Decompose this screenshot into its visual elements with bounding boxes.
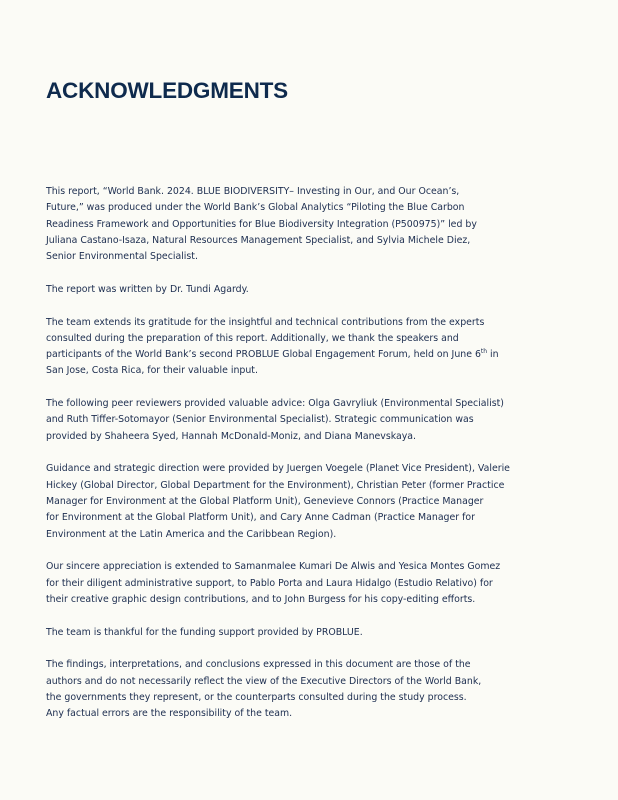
- ordinal-suffix: th: [480, 348, 488, 356]
- text-line: and Ruth Tiffer-Sotomayor (Senior Environmental Specialist). Strategic communication was: [46, 414, 474, 426]
- text-line: San Jose, Costa Rica, for their valuable input.: [46, 365, 258, 377]
- text-line: The team extends its gratitude for the insightful and technical contributions from the experts: [46, 316, 485, 328]
- paragraph-guidance: [46, 461, 576, 542]
- text-line: Environment at the Latin America and the Caribbean Region).: [46, 528, 337, 540]
- forum-text-before: participants of the World Bank’s second PROBLUE Global Engagement Forum, held on June 6: [46, 349, 481, 361]
- text-line: The findings, interpretations, and conclusions expressed in this document are those of the: [46, 659, 471, 671]
- paragraph-experts-thanks: [46, 315, 576, 380]
- text-line: their creative graphic design contributions, and to John Burgess for his copy-editing efforts.: [46, 593, 476, 605]
- text-line: The team is thankful for the funding support provided by PROBLUE.: [46, 626, 363, 638]
- acknowledgments-body: [46, 184, 576, 722]
- text-line: the governments they represent, or the counterparts consulted during the study process.: [46, 691, 467, 703]
- paragraph-disclaimer: [46, 657, 576, 722]
- text-line: This report, “World Bank. 2024. BLUE BIODIVERSITY– Investing in Our, and Our Ocean’s,: [46, 186, 460, 197]
- paragraph-author: [46, 282, 576, 298]
- paragraph-peer-reviewers: [46, 396, 576, 445]
- text-line: Our sincere appreciation is extended to Samanmalee Kumari De Alwis and Yesica Montes Gomez: [46, 561, 501, 573]
- text-line: Readiness Framework and Opportunities for Blue Biodiversity Integration (P500975)” led by: [46, 218, 477, 230]
- text-line: Guidance and strategic direction were provided by Juergen Voegele (Planet Vice President), Valerie: [46, 463, 510, 475]
- text-line: Manager for Environment at the Global Platform Unit), Genevieve Connors (Practice Manager: [46, 496, 484, 508]
- text-line: consulted during the preparation of this report. Additionally, we thank the speakers and: [46, 332, 459, 344]
- paragraph-funding: [46, 625, 576, 641]
- text-line-forum: [46, 347, 576, 363]
- text-line: Juliana Castano-Isaza, Natural Resources Management Specialist, and Sylvia Michele Diez,: [46, 234, 471, 246]
- text-line: Future,” was produced under the World Bank’s Global Analytics “Piloting the Blue Carbon: [46, 202, 465, 214]
- paragraph-appreciation: [46, 559, 576, 608]
- forum-text-after: in: [487, 349, 499, 361]
- text-line: Senior Environmental Specialist.: [46, 251, 198, 263]
- text-line: The following peer reviewers provided valuable advice: Olga Gavryliuk (Environmental Specialist): [46, 398, 504, 410]
- paragraph-report-info: [46, 184, 576, 265]
- text-line: The report was written by Dr. Tundi Agardy.: [46, 283, 249, 295]
- text-line: authors and do not necessarily reflect the view of the Executive Directors of the World Bank,: [46, 675, 482, 687]
- text-line: Any factual errors are the responsibility of the team.: [46, 708, 293, 720]
- text-line: provided by Shaheera Syed, Hannah McDonald-Moniz, and Diana Manevskaya.: [46, 430, 417, 442]
- page-title: ACKNOWLEDGMENTS: [46, 78, 288, 103]
- text-line: for their diligent administrative support, to Pablo Porta and Laura Hidalgo (Estudio Relativo) for: [46, 577, 493, 589]
- text-line: Hickey (Global Director, Global Department for the Environment), Christian Peter (former Practice: [46, 479, 505, 491]
- text-line: for Environment at the Global Platform Unit), and Cary Anne Cadman (Practice Manager for: [46, 512, 476, 524]
